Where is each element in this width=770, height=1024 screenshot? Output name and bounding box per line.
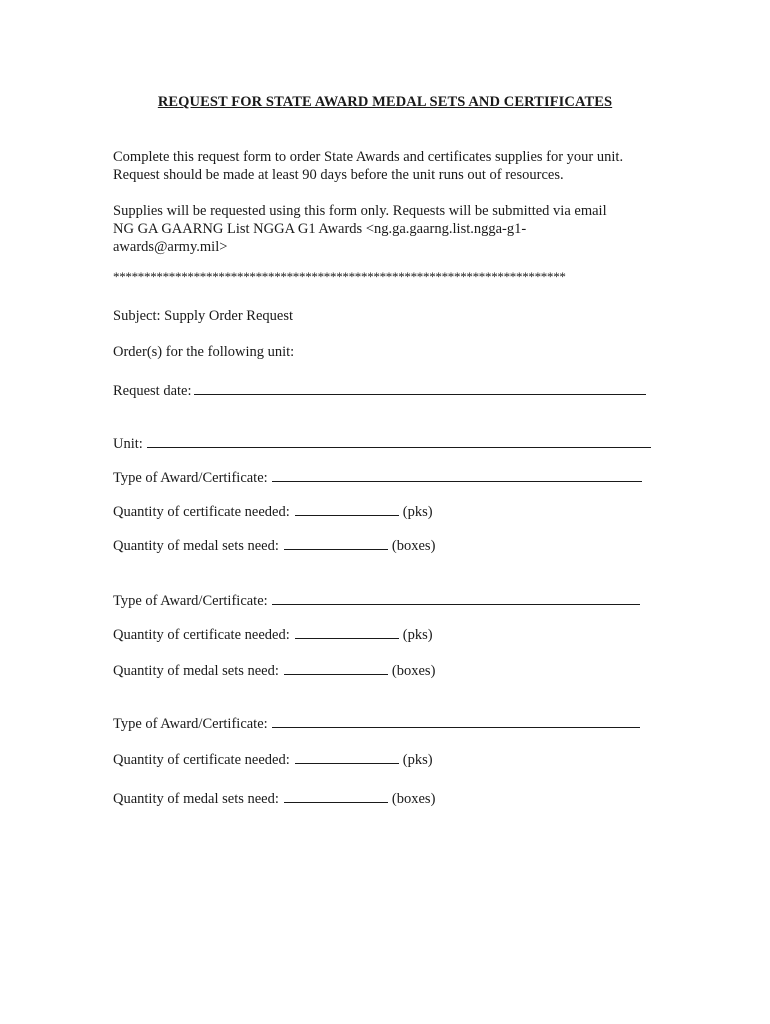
medal-quantity-field[interactable] [284,660,388,675]
certificate-quantity-field[interactable] [295,749,399,764]
award-type-row [113,713,640,733]
award-type-label: Type of Award/Certificate: [113,470,268,486]
request-date-label: Request date: [113,383,192,399]
award-type-label: Type of Award/Certificate: [113,593,268,609]
request-date-row [113,380,646,400]
medal-quantity-row [113,660,435,680]
certificate-quantity-label: Quantity of certificate needed: [113,627,290,643]
medal-quantity-label: Quantity of medal sets need: [113,791,279,807]
medal-quantity-row [113,788,435,808]
certificate-unit: (pks) [402,504,433,520]
award-type-field[interactable] [272,590,640,605]
medal-quantity-field[interactable] [284,788,388,803]
subject-line [113,308,293,325]
submission-line: awards@army.mil> [113,239,228,255]
request-date-field[interactable] [194,380,646,395]
medal-quantity-row [113,535,435,555]
orders-for-text: Order(s) for the following unit: [113,344,295,360]
award-type-field[interactable] [272,713,640,728]
intro-line: Request should be made at least 90 days before the unit runs out of resources. [113,167,564,183]
submission-line: Supplies will be requested using this form only. Requests will be submitted via email [113,203,607,219]
certificate-quantity-row [113,501,433,521]
submission-paragraph [113,202,673,256]
award-type-row [113,467,642,487]
intro-paragraph [113,148,673,184]
medal-quantity-field[interactable] [284,535,388,550]
award-type-label: Type of Award/Certificate: [113,716,268,732]
unit-label: Unit: [113,436,143,452]
award-type-field[interactable] [272,467,642,482]
certificate-quantity-row [113,624,433,644]
certificate-quantity-label: Quantity of certificate needed: [113,504,290,520]
medal-quantity-label: Quantity of medal sets need: [113,538,279,554]
award-type-row [113,590,640,610]
medal-unit: (boxes) [391,791,436,807]
certificate-quantity-field[interactable] [295,501,399,516]
unit-field[interactable] [147,433,651,448]
unit-row [113,433,651,453]
subject-text: Subject: Supply Order Request [113,308,294,324]
separator-line: ************************************************************************* [113,269,566,284]
submission-line: NG GA GAARNG List NGGA G1 Awards <ng.ga.gaarng.list.ngga-g1- [113,221,527,237]
certificate-unit: (pks) [402,752,433,768]
certificate-quantity-label: Quantity of certificate needed: [113,752,290,768]
certificate-quantity-field[interactable] [295,624,399,639]
medal-quantity-label: Quantity of medal sets need: [113,663,279,679]
medal-unit: (boxes) [391,663,436,679]
certificate-unit: (pks) [402,627,433,643]
document-title: REQUEST FOR STATE AWARD MEDAL SETS AND CERTIFICATES [157,94,613,110]
medal-unit: (boxes) [391,538,436,554]
certificate-quantity-row [113,749,433,769]
intro-line: Complete this request form to order State Awards and certificates supplies for your unit. [113,149,624,165]
orders-for-line [113,344,294,361]
